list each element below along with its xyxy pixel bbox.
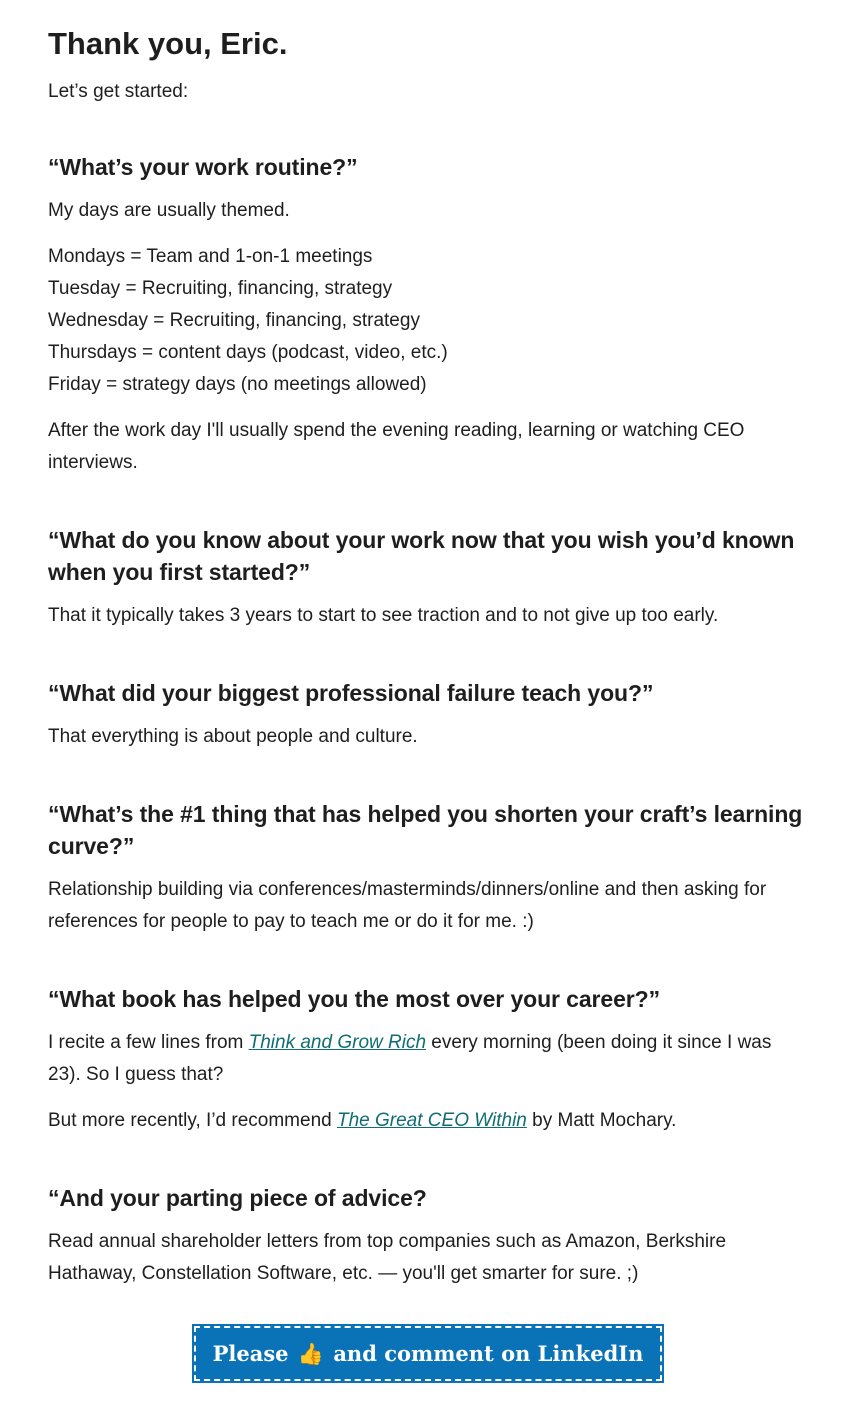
answer-text-segment: by Matt Mochary. <box>526 1110 677 1131</box>
section-wish-known <box>48 524 808 632</box>
section-failure <box>48 677 808 753</box>
answer-text <box>48 1027 808 1091</box>
answer-text: That it typically takes 3 years to start to see traction and to not give up too early. <box>48 605 719 626</box>
schedule-item: Thursdays = content days (podcast, video, etc.) <box>48 342 448 363</box>
schedule-list <box>48 241 808 401</box>
cta-container <box>0 1326 856 1381</box>
cta-label-end: and comment on LinkedIn <box>326 1341 644 1366</box>
intro-text: Let’s get started: <box>48 81 189 102</box>
question-heading: “What’s the #1 thing that has helped you shorten your craft’s learning curve?” <box>48 801 803 859</box>
answer-text-segment: I recite a few lines from <box>48 1032 249 1053</box>
cta-label-start: Please <box>212 1341 296 1366</box>
question-heading: “What do you know about your work now that you wish you’d known when you first started?” <box>48 527 795 585</box>
book-link-think-and-grow-rich[interactable]: Think and Grow Rich <box>248 1032 427 1053</box>
schedule-item: Mondays = Team and 1-on-1 meetings <box>48 246 373 267</box>
linkedin-cta-button[interactable] <box>194 1326 663 1381</box>
question-heading: “What book has helped you the most over your career?” <box>48 986 660 1012</box>
schedule-item: Wednesday = Recruiting, financing, strategy <box>48 310 420 331</box>
answer-text-segment: But more recently, I’d recommend <box>48 1110 337 1131</box>
section-parting-advice <box>48 1182 808 1290</box>
answer-text: After the work day I'll usually spend the evening reading, learning or watching CEO interviews. <box>48 420 745 473</box>
book-link-great-ceo-within[interactable]: The Great CEO Within <box>336 1110 527 1131</box>
schedule-item: Tuesday = Recruiting, financing, strategy <box>48 278 393 299</box>
question-heading: “And your parting piece of advice? <box>48 1185 427 1211</box>
page-title: Thank you, Eric. <box>48 26 288 61</box>
answer-text <box>48 1105 808 1137</box>
answer-text: Read annual shareholder letters from top companies such as Amazon, Berkshire Hathaway, Constellation Software, etc. — you'll get smarter for sure. ;) <box>48 1231 727 1284</box>
question-heading: “What’s your work routine?” <box>48 154 358 180</box>
answer-text: That everything is about people and culture. <box>48 726 418 747</box>
schedule-item: Friday = strategy days (no meetings allowed) <box>48 374 427 395</box>
section-book <box>48 983 808 1137</box>
answer-text: Relationship building via conferences/masterminds/dinners/online and then asking for references for people to pay to teach me or do it for me. :) <box>48 879 767 932</box>
question-heading: “What did your biggest professional failure teach you?” <box>48 680 654 706</box>
thumbs-up-icon: 👍 <box>297 1342 325 1366</box>
answer-text: My days are usually themed. <box>48 200 290 221</box>
section-learning-curve <box>48 798 808 938</box>
answer-text-segment: every morning (been doing it since I was 23). So I guess that? <box>48 1032 772 1085</box>
section-work-routine <box>48 151 808 479</box>
